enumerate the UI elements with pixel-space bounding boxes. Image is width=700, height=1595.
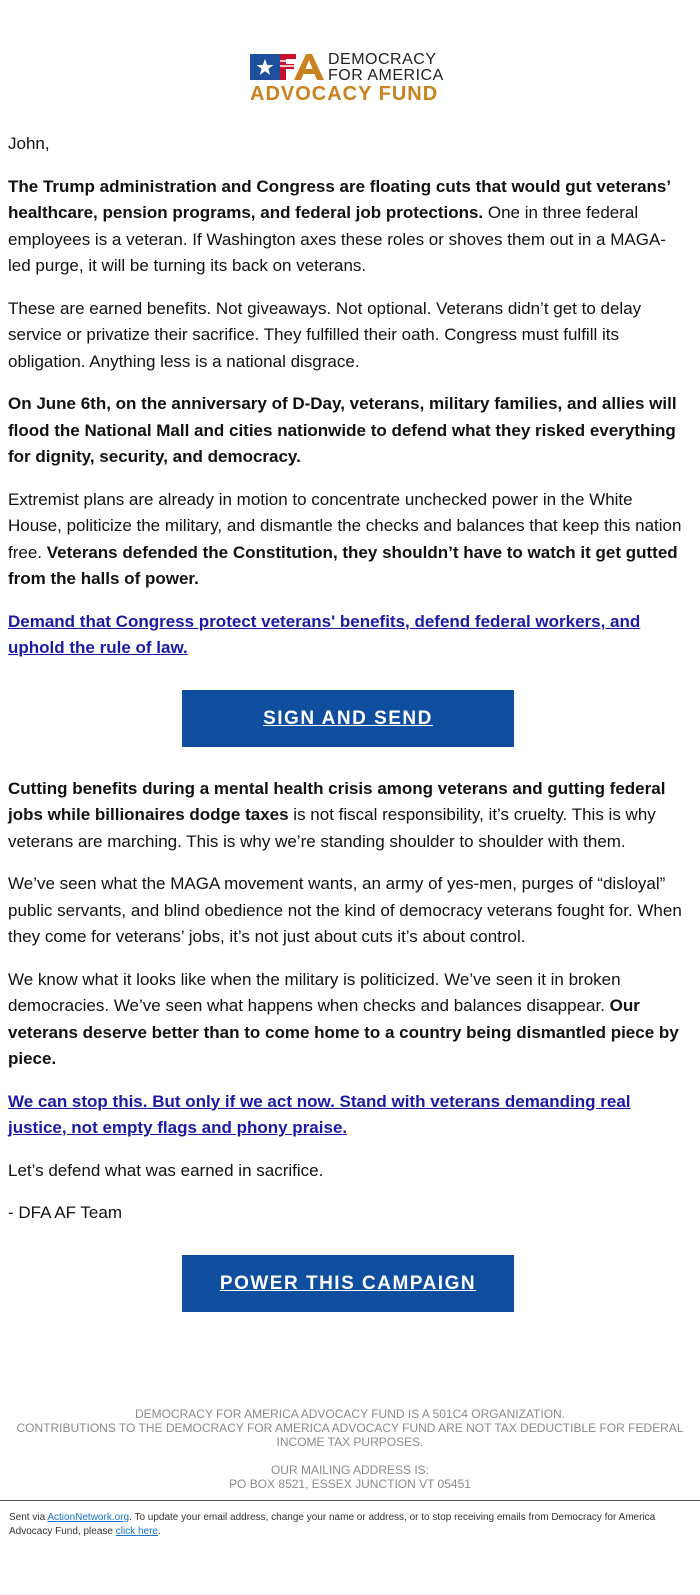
greeting: John, — [8, 134, 50, 153]
logo-text-advocacy-fund: ADVOCACY FUND — [250, 83, 439, 105]
button-row-1 — [8, 690, 688, 747]
email-body — [8, 131, 688, 1341]
dfa-flag-logo-icon — [250, 52, 326, 82]
power-this-campaign-button[interactable]: POWER THIS CAMPAIGN — [182, 1255, 514, 1312]
paragraph-4-text: Extremist plans are already in motion to concentrate unchecked power in the White House, politicize the military, and dismantle the checks and balances that keep this nation free. — [8, 489, 682, 562]
paragraph-3: On June 6th, on the anniversary of D-Day, veterans, military families, and allies will flood the National Mall and cities nationwide to defend what they risked everything for dignity, security, and democracy. — [8, 394, 677, 466]
paragraph-6: We’ve seen what the MAGA movement wants, an army of yes-men, purges of “disloyal” public servants, and blind obedience not the kind of democracy veterans fought for. When they come for veterans’ jobs, it’s not just about cuts it’s about control. — [8, 874, 682, 946]
paragraph-5-bold: Cutting benefits during a mental health crisis among veterans and gutting federal jobs while billionaires dodge taxes — [8, 778, 666, 824]
button-row-2 — [8, 1255, 688, 1312]
footer-line-1: DEMOCRACY FOR AMERICA ADVOCACY FUND IS A 501C4 ORGANIZATION. — [134, 1407, 566, 1421]
dfa-logo[interactable] — [250, 52, 450, 104]
paragraph-1 — [8, 174, 688, 280]
paragraph-5 — [8, 776, 688, 856]
sent-prefix: Sent via — [9, 1512, 48, 1523]
paragraph-1-bold: The Trump administration and Congress are floating cuts that would gut veterans’ healthcare, pension programs, and federal job protections. — [8, 176, 671, 222]
paragraph-8: Let’s defend what was earned in sacrifice. — [8, 1160, 324, 1180]
paragraph-2: These are earned benefits. Not giveaways. Not optional. Veterans didn’t get to delay service or privatize their sacrifice. They fulfilled their oath. Congress must fulfill its obligation. Anything less is a national disgrace. — [8, 298, 642, 371]
paragraph-7-text: We know what it looks like when the military is politicized. We’ve seen it in broken democracies. We’ve seen what happens when checks and balances disappear. — [8, 969, 621, 1015]
footer-line-3: OUR MAILING ADDRESS IS: — [270, 1463, 430, 1477]
footer-line-4: PO BOX 8521, ESSEX JUNCTION VT 05451 — [229, 1477, 471, 1491]
logo-text-for-america: FOR AMERICA — [328, 67, 444, 84]
signoff: - DFA AF Team — [8, 1203, 123, 1222]
paragraph-1-text: One in three federal employees is a veteran. If Washington axes these roles or shoves them out in a MAGA-led purge, it will be turning its back on veterans. — [8, 203, 666, 275]
paragraph-7 — [8, 967, 688, 1073]
footer-line-2: CONTRIBUTIONS TO THE DEMOCRACY FOR AMERICA ADVOCACY FUND ARE NOT TAX DEDUCTIBLE FOR FEDERAL INCOME TAX PURPOSES. — [16, 1421, 684, 1449]
actionnetwork-link[interactable]: ActionNetwork.org — [47, 1512, 130, 1523]
unsubscribe-click-here-link[interactable]: click here — [115, 1526, 158, 1537]
demand-congress-link[interactable]: Demand that Congress protect veterans' benefits, defend federal workers, and uphold the rule of law. — [8, 611, 641, 657]
sign-and-send-button[interactable]: SIGN AND SEND — [182, 690, 514, 747]
link-paragraph-2 — [8, 1089, 688, 1142]
sent-via-notice — [9, 1511, 679, 1539]
paragraph-7-bold: Our veterans deserve better than to come home to a country being dismantled piece by piece. — [8, 996, 679, 1068]
paragraph-4 — [8, 487, 688, 593]
link-paragraph-1 — [8, 609, 688, 662]
sent-suffix: . — [157, 1526, 161, 1537]
logo-text-democracy: DEMOCRACY — [328, 51, 437, 68]
sent-middle: . To update your email address, change your name or address, or to stop receiving emails from Democracy for America Advocacy Fund, please — [9, 1512, 656, 1537]
paragraph-5-text: is not fiscal responsibility, it’s cruelty. This is why veterans are marching. This is why we’re standing shoulder to shoulder with them. — [8, 805, 656, 851]
stand-with-veterans-link[interactable]: We can stop this. But only if we act now. Stand with veterans demanding real justice, not empty flags and phony praise. — [8, 1091, 631, 1137]
paragraph-4-bold: Veterans defended the Constitution, they shouldn’t have to watch it get gutted from the halls of power. — [8, 542, 678, 588]
footer-divider — [0, 1500, 700, 1501]
footer-disclaimer — [0, 1407, 700, 1491]
